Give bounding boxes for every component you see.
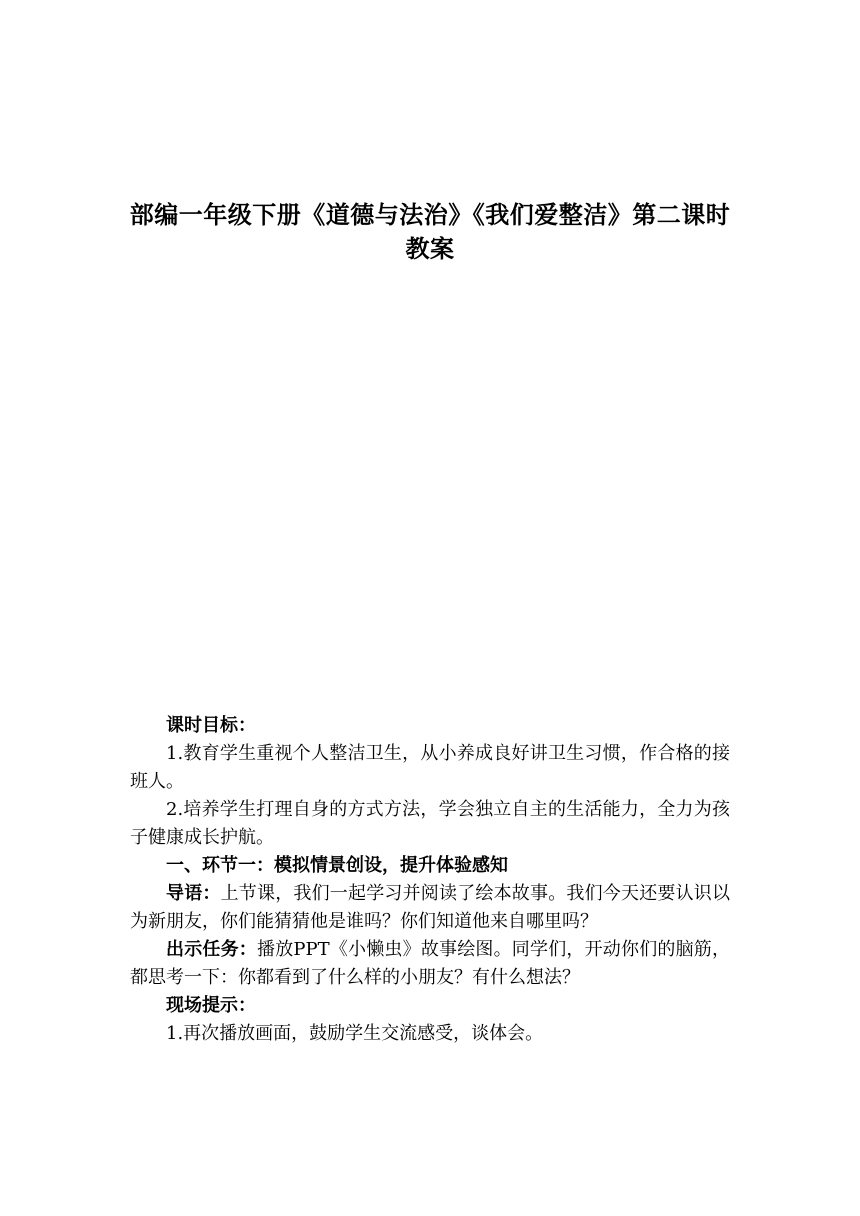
tip-1: 1.再次播放画面，鼓励学生交流感受，谈体会。	[166, 1023, 544, 1044]
objective-2: 2.培养学生打理自身的方式方法，学会独立自主的生活能力，全力为孩子健康成长护航。	[130, 799, 730, 848]
task-paragraph	[130, 936, 730, 992]
task-text: 播放PPT《小懒虫》故事绘图。同学们，开动你们的脑筋，都思考一下：你都看到了什么样的小朋友？有什么想法？	[130, 939, 730, 988]
intro-paragraph	[130, 880, 730, 936]
intro-label: 导语：	[166, 883, 221, 904]
intro-text: 上节课，我们一起学习并阅读了绘本故事。我们今天还要认识以为新朋友，你们能猜猜他是谁吗？你们知道他来自哪里吗？	[130, 883, 731, 932]
task-label: 出示任务：	[166, 939, 257, 960]
document-title: 部编一年级下册《道德与法治》《我们爱整洁》第二课时教案	[129, 201, 731, 263]
document-body	[130, 712, 730, 1048]
section-1-heading: 一、环节一：模拟情景创设，提升体验感知	[166, 855, 508, 876]
objectives-heading: 课时目标：	[166, 715, 256, 736]
tips-heading: 现场提示：	[166, 995, 256, 1016]
objective-1: 1.教育学生重视个人整洁卫生，从小养成良好讲卫生习惯，作合格的接班人。	[130, 743, 730, 792]
